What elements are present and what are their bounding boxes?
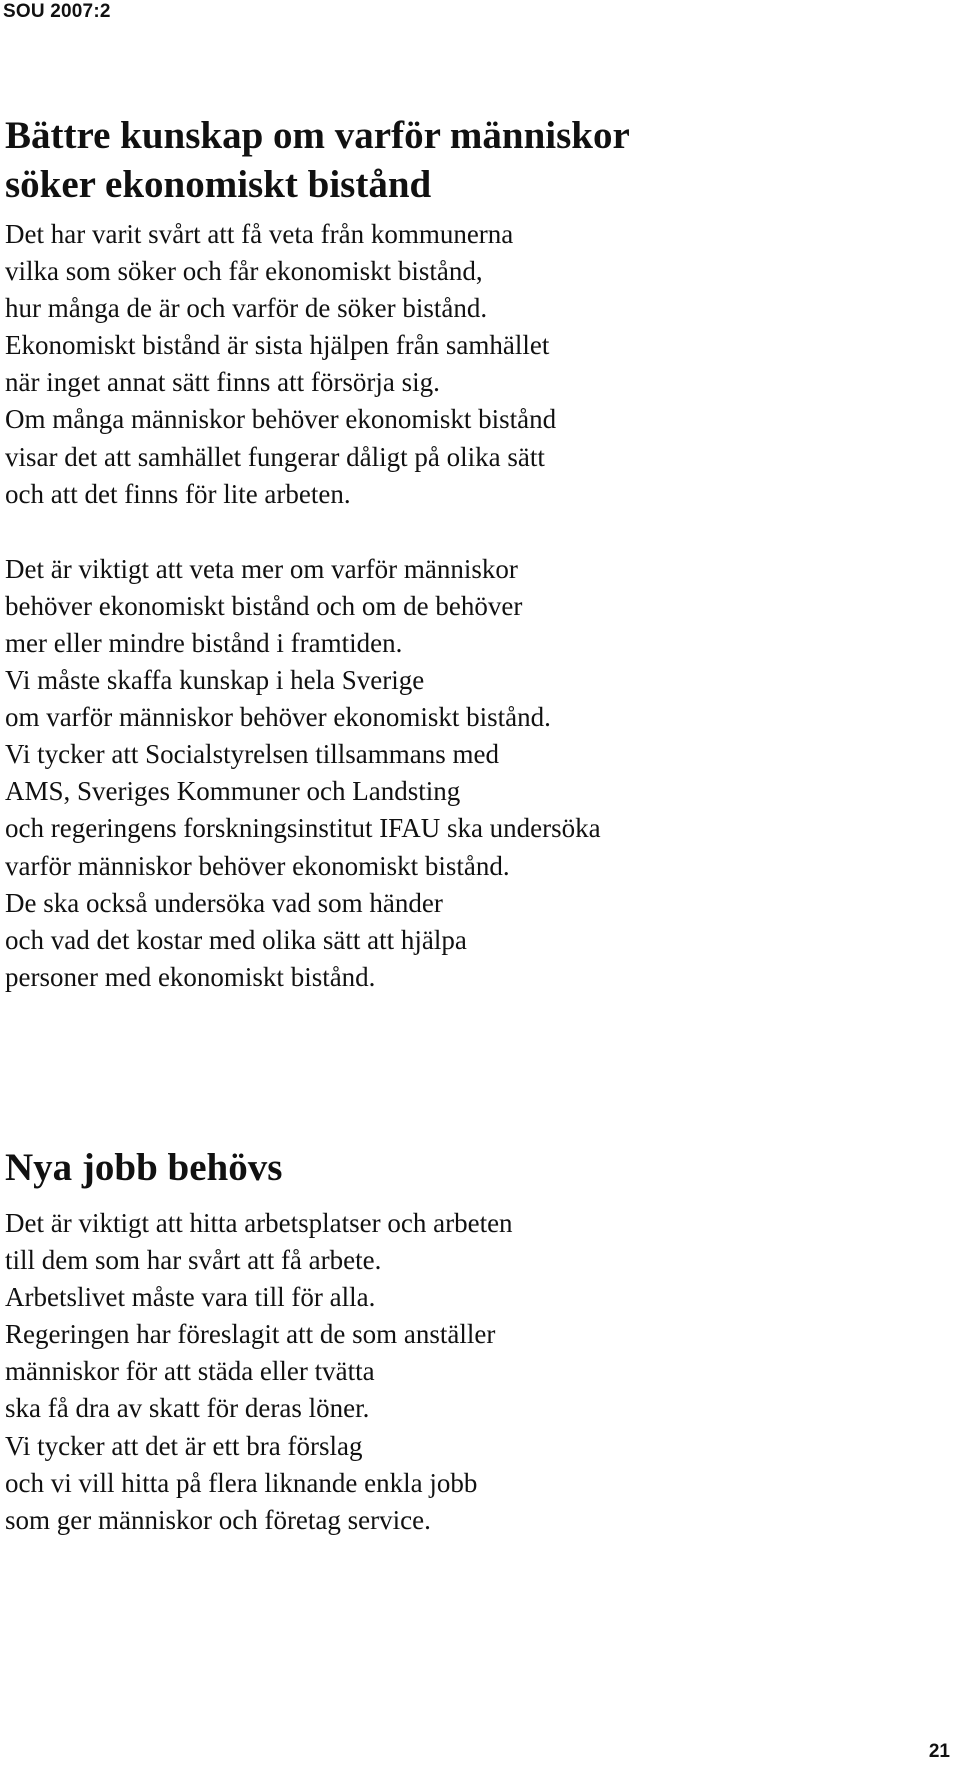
text-line: mer eller mindre bistånd i framtiden. [5, 627, 403, 658]
text-line: människor för att städa eller tvätta [5, 1356, 375, 1387]
running-head: SOU 2007:2 [3, 1, 111, 22]
text-line: vilka som söker och får ekonomiskt bistånd, [5, 256, 483, 287]
text-line: hur många de är och varför de söker bistånd. [5, 293, 488, 324]
text-line: till dem som har svårt att få arbete. [5, 1245, 382, 1276]
text-line: Vi måste skaffa kunskap i hela Sverige [5, 665, 425, 696]
heading-line: Nya jobb behövs [5, 1146, 283, 1189]
text-line: personer med ekonomiskt bistånd. [5, 961, 376, 992]
section-heading [5, 1143, 940, 1192]
text-line: Vi tycker att det är ett bra förslag [5, 1430, 363, 1461]
text-line: ska få dra av skatt för deras löner. [5, 1393, 370, 1424]
text-line: som ger människor och företag service. [5, 1504, 431, 1535]
text-line: De ska också undersöka vad som händer [5, 887, 443, 918]
text-line: och att det finns för lite arbeten. [5, 478, 351, 509]
text-line: visar det att samhället fungerar dåligt på olika sätt [5, 441, 545, 472]
text-line: Det är viktigt att hitta arbetsplatser och arbeten [5, 1208, 513, 1238]
text-line: Vi tycker att Socialstyrelsen tillsammans med [5, 739, 500, 770]
text-line: Ekonomiskt bistånd är sista hjälpen från samhället [5, 330, 550, 361]
paragraph-gap [5, 513, 940, 551]
paragraph [5, 551, 940, 996]
text-line: Om många människor behöver ekonomiskt bistånd [5, 404, 557, 435]
text-line: om varför människor behöver ekonomiskt bistånd. [5, 702, 551, 733]
paragraph [5, 216, 940, 513]
heading-line: Bättre kunskap om varför människor [5, 114, 630, 157]
section-heading [5, 111, 940, 209]
section-new-jobs [5, 1143, 940, 1539]
text-line: behöver ekonomiskt bistånd och om de behöver [5, 590, 523, 621]
page-number: 21 [928, 1741, 950, 1762]
text-line: när inget annat sätt finns att försörja sig. [5, 367, 440, 398]
text-line: och vi vill hitta på flera liknande enkla jobb [5, 1467, 478, 1498]
text-line: och regeringens forskningsinstitut IFAU ska undersöka [5, 813, 601, 844]
text-line: varför människor behöver ekonomiskt bistånd. [5, 850, 510, 881]
text-line: och vad det kostar med olika sätt att hjälpa [5, 924, 467, 955]
heading-line: söker ekonomiskt bistånd [5, 163, 432, 206]
text-line: Regeringen har föreslagit att de som anställer [5, 1319, 496, 1350]
text-line: AMS, Sveriges Kommuner och Landsting [5, 776, 461, 807]
paragraph [5, 1205, 940, 1539]
text-line: Det har varit svårt att få veta från kommunerna [5, 219, 514, 249]
section-better-knowledge [5, 111, 940, 996]
text-line: Det är viktigt att veta mer om varför människor [5, 553, 518, 584]
text-line: Arbetslivet måste vara till för alla. [5, 1282, 376, 1313]
